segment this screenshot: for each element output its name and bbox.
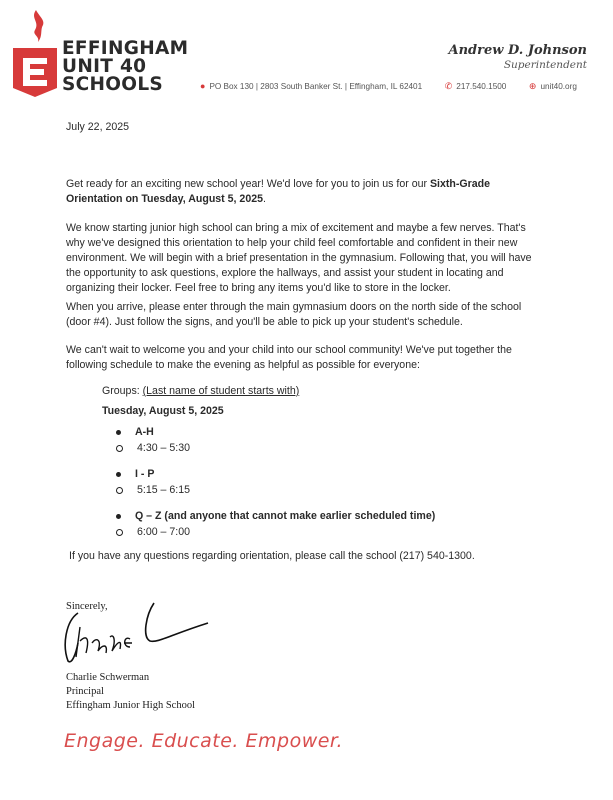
district-name: EFFINGHAM UNIT 40 SCHOOLS: [62, 38, 189, 95]
group-time: 6:00 – 7:00: [116, 526, 190, 538]
superintendent-title: Superintendent: [503, 59, 587, 71]
paragraph-arrival: When you arrive, please enter through the main gymnasium doors on the north side of the school (door #4). Just follow the signs, and you'll be able to pick up your student's schedule.: [66, 301, 522, 328]
district-logo: [10, 8, 60, 98]
signer-name: Charlie Schwerman: [66, 672, 150, 683]
signer-school: Effingham Junior High School: [66, 700, 196, 711]
groups-label: Groups: (Last name of student starts with): [102, 385, 300, 397]
paragraph-schedule-intro: We can't wait to welcome you and your child into our school community! We've put together the following schedule to make the evening as helpful as possible for everyone:: [66, 344, 512, 371]
address: PO Box 130 | 2803 South Banker St. | Effingham, IL 62401: [209, 82, 423, 91]
group-item: I - P: [116, 468, 154, 480]
superintendent-name: Andrew D. Johnson: [448, 43, 587, 58]
phone: 217.540.1500: [456, 82, 507, 91]
signature: [58, 595, 218, 670]
globe-icon: ⊕: [528, 81, 537, 91]
letter-date: July 22, 2025: [66, 121, 130, 133]
superintendent-block: [449, 43, 588, 71]
paragraph-intro: Get ready for an exciting new school year! We'd love for you to join us for our Sixth-Grade Orientation on Tuesday, August 5, 2025.: [66, 178, 491, 205]
group-item: Q – Z (and anyone that cannot make earlier scheduled time): [116, 510, 435, 522]
website-link[interactable]: unit40.org: [540, 82, 577, 91]
group-time: 5:15 – 6:15: [116, 484, 190, 496]
schedule-date: Tuesday, August 5, 2025: [102, 405, 224, 417]
group-item: A-H: [116, 426, 154, 438]
signer-title: Principal: [66, 686, 104, 697]
closing: Sincerely,: [66, 601, 108, 612]
phone-icon: ✆: [444, 81, 453, 91]
group-time: 4:30 – 5:30: [116, 442, 190, 454]
contact-line: If you have any questions regarding orientation, please call the school (217) 540-1300.: [69, 550, 475, 562]
paragraph-orientation-details: We know starting junior high school can bring a mix of excitement and maybe a few nerves. That's why we've designed this orientation to help your child feel comfortable and confident in their new environment. We will begin with a brief presentation in the gymnasium. Following that, you will have the opportunity to ask questions, explore the hallways, and assist your student in locating and organizing their locker. Feel free to bring any items you'd like to store in the locker.: [66, 222, 532, 294]
contact-bar: [200, 81, 577, 92]
location-pin-icon: ●: [200, 81, 206, 91]
tagline: Engage. Educate. Empower.: [64, 730, 344, 752]
